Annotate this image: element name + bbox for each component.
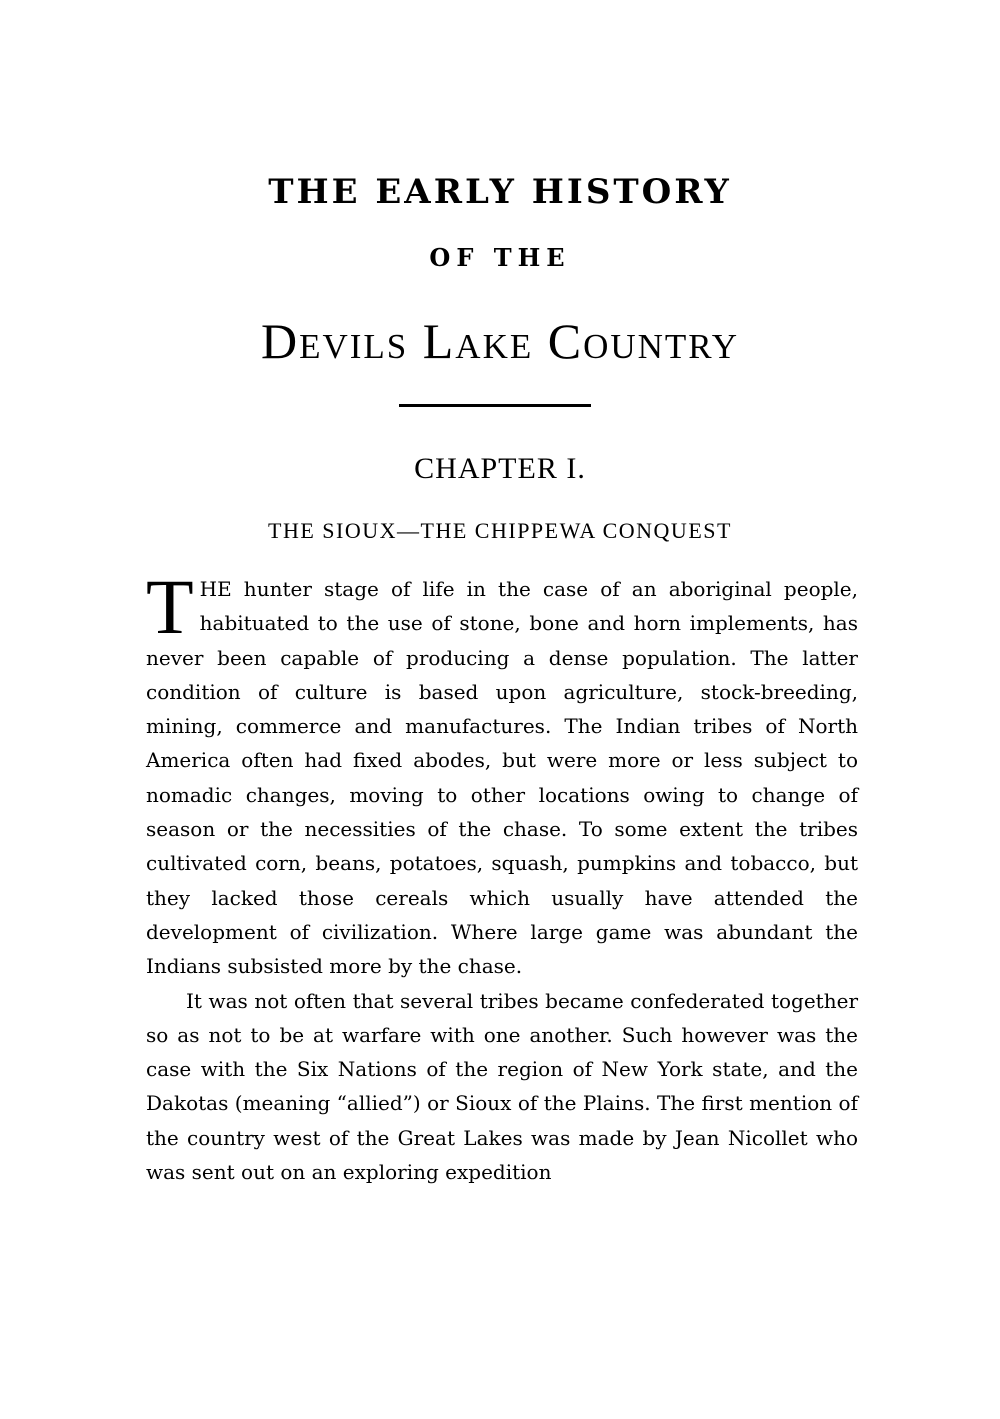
paragraph-2: It was not often that several tribes became confederated together so as not to be at warfare with one another. Such however was the case with the Six Nations of the region of New York state, and the Dakotas (meaning “allied”) or Sioux of the Plains. The first mention of the country west of the Great Lakes was made by Jean Nicollet who was sent out on an exploring expedition [146, 988, 858, 1185]
drop-cap: T [146, 563, 194, 650]
paragraph-1-text: hunter stage of life in the case of an aboriginal people, habituated to the use of stone, bone and horn implements, has never been capable of producing a dense population. The latter condition of culture is based upon agriculture, stock-breeding, mining, commerce and manufactures. The Indian tribes of North America often had fixed abodes, but were more or less subject to nomadic changes, moving to other locations owing to change of season or the necessities of the chase. To some extent the tribes cultivated corn, beans, potatoes, squash, pumpkins and tobacco, but they lacked those cereals which usually have attended the development of civilization. Where large game was abundant the Indians subsisted more by the chase. [146, 577, 858, 979]
body-text [146, 563, 858, 1189]
book-title-line-1: THE EARLY HISTORY [268, 172, 732, 212]
paragraph-1-opening: HE [199, 577, 232, 601]
chapter-subtitle: THE SIOUX—THE CHIPPEWA CONQUEST [268, 518, 732, 543]
book-title-line-3: Devils Lake Country [261, 313, 739, 369]
paragraph-1 [146, 563, 858, 984]
title-divider [399, 404, 591, 407]
chapter-heading: CHAPTER I. [414, 452, 586, 485]
book-title-line-2: OF THE [429, 243, 571, 272]
